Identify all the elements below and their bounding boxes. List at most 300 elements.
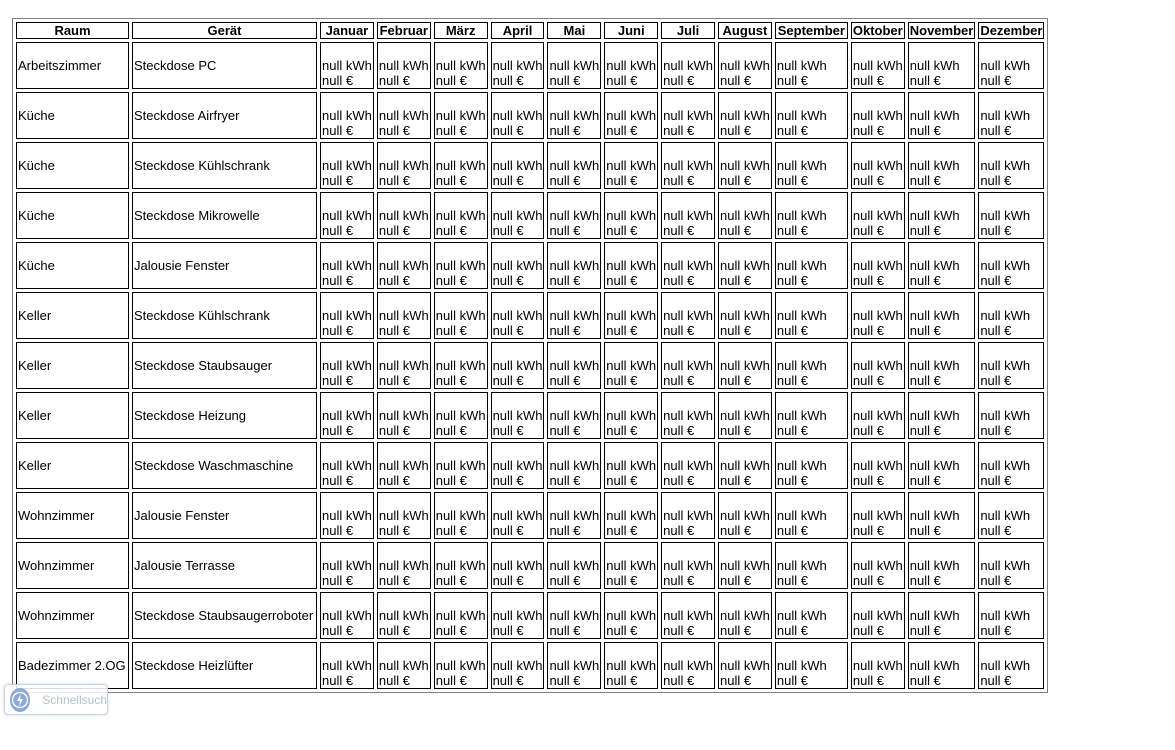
month-value-cell [718, 92, 772, 139]
energy-value: null kWh [852, 508, 903, 523]
energy-value: null kWh [663, 158, 714, 173]
cost-value: null € [663, 73, 695, 88]
energy-value: null kWh [980, 408, 1031, 423]
month-value-cell [491, 92, 545, 139]
device-cell: Steckdose Mikrowelle [132, 192, 317, 239]
device-cell: Steckdose Airfryer [132, 92, 317, 139]
energy-value: null kWh [492, 608, 543, 623]
energy-value: null kWh [852, 308, 903, 323]
energy-value: null kWh [980, 358, 1031, 373]
cost-value: null € [663, 223, 695, 238]
energy-value: null kWh [776, 108, 827, 123]
month-value-cell [775, 42, 848, 89]
cost-value: null € [663, 673, 695, 688]
month-value-cell [434, 192, 488, 239]
energy-value: null kWh [322, 258, 372, 273]
cost-value: null € [852, 623, 884, 638]
energy-value: null kWh [720, 408, 770, 423]
month-value-cell [775, 142, 848, 189]
energy-value: null kWh [378, 258, 429, 273]
month-value-cell [491, 542, 545, 589]
cost-value: null € [663, 123, 695, 138]
month-value-cell [908, 442, 976, 489]
energy-value: null kWh [492, 558, 543, 573]
energy-value: null kWh [909, 158, 960, 173]
month-value-cell [320, 592, 374, 639]
energy-value: null kWh [980, 308, 1031, 323]
column-header: August [718, 22, 772, 39]
cost-value: null € [378, 223, 410, 238]
month-value-cell [320, 492, 374, 539]
column-header: Februar [377, 22, 431, 39]
month-value-cell [661, 642, 715, 689]
cost-value: null € [378, 323, 410, 338]
month-value-cell [775, 92, 848, 139]
month-value-cell [434, 442, 488, 489]
cost-value: null € [549, 523, 581, 538]
month-value-cell [851, 542, 905, 589]
cost-value: null € [980, 173, 1012, 188]
cost-value: null € [663, 173, 695, 188]
energy-value: null kWh [492, 108, 543, 123]
energy-value: null kWh [378, 308, 429, 323]
month-value-cell [320, 92, 374, 139]
energy-value: null kWh [435, 158, 486, 173]
month-value-cell [320, 542, 374, 589]
cost-value: null € [378, 273, 410, 288]
month-value-cell [908, 42, 976, 89]
energy-value: null kWh [378, 158, 429, 173]
cost-value: null € [606, 323, 638, 338]
cost-value: null € [663, 323, 695, 338]
cost-value: null € [720, 323, 752, 338]
table-row [16, 92, 1044, 139]
cost-value: null € [776, 73, 808, 88]
cost-value: null € [606, 673, 638, 688]
energy-value: null kWh [663, 458, 714, 473]
energy-value: null kWh [852, 108, 903, 123]
energy-value: null kWh [378, 108, 429, 123]
cost-value: null € [852, 273, 884, 288]
energy-value: null kWh [909, 458, 960, 473]
cost-value: null € [435, 573, 467, 588]
energy-value: null kWh [909, 658, 960, 673]
cost-value: null € [492, 423, 524, 438]
cost-value: null € [492, 323, 524, 338]
month-value-cell [377, 392, 431, 439]
energy-value: null kWh [909, 508, 960, 523]
cost-value: null € [435, 673, 467, 688]
cost-value: null € [549, 173, 581, 188]
energy-value: null kWh [378, 208, 429, 223]
energy-value: null kWh [776, 358, 827, 373]
energy-value: null kWh [909, 58, 960, 73]
cost-value: null € [549, 73, 581, 88]
energy-value: null kWh [492, 358, 543, 373]
month-value-cell [604, 392, 658, 439]
cost-value: null € [378, 423, 410, 438]
energy-value: null kWh [322, 408, 372, 423]
month-value-cell [978, 242, 1044, 289]
month-value-cell [661, 492, 715, 539]
month-value-cell [718, 242, 772, 289]
table-row [16, 292, 1044, 339]
cost-value: null € [322, 423, 354, 438]
energy-value: null kWh [852, 258, 903, 273]
energy-value: null kWh [606, 408, 657, 423]
lightning-icon [10, 688, 30, 712]
table-row [16, 392, 1044, 439]
month-value-cell [718, 392, 772, 439]
energy-value: null kWh [322, 608, 372, 623]
month-value-cell [661, 242, 715, 289]
month-value-cell [547, 592, 601, 639]
energy-value: null kWh [852, 658, 903, 673]
month-value-cell [491, 42, 545, 89]
month-value-cell [661, 392, 715, 439]
month-value-cell [851, 592, 905, 639]
energy-value: null kWh [663, 358, 714, 373]
table-row [16, 492, 1044, 539]
energy-value: null kWh [980, 108, 1031, 123]
month-value-cell [661, 42, 715, 89]
month-value-cell [547, 192, 601, 239]
cost-value: null € [322, 273, 354, 288]
cost-value: null € [492, 223, 524, 238]
cost-value: null € [776, 273, 808, 288]
energy-value: null kWh [492, 508, 543, 523]
month-value-cell [851, 142, 905, 189]
cost-value: null € [909, 173, 941, 188]
month-value-cell [978, 392, 1044, 439]
cost-value: null € [720, 123, 752, 138]
energy-value: null kWh [909, 558, 960, 573]
energy-value: null kWh [322, 458, 372, 473]
month-value-cell [491, 392, 545, 439]
energy-value: null kWh [909, 208, 960, 223]
energy-value: null kWh [435, 558, 486, 573]
cost-value: null € [909, 473, 941, 488]
device-cell: Steckdose Staubsauger [132, 342, 317, 389]
cost-value: null € [435, 323, 467, 338]
energy-value: null kWh [663, 508, 714, 523]
cost-value: null € [909, 673, 941, 688]
energy-value: null kWh [492, 258, 543, 273]
energy-value: null kWh [549, 458, 600, 473]
energy-value: null kWh [549, 508, 600, 523]
month-value-cell [491, 242, 545, 289]
month-value-cell [377, 42, 431, 89]
room-cell: Arbeitszimmer [16, 42, 129, 89]
energy-value: null kWh [980, 208, 1031, 223]
cost-value: null € [720, 73, 752, 88]
month-value-cell [491, 292, 545, 339]
energy-value: null kWh [549, 108, 600, 123]
month-value-cell [491, 342, 545, 389]
cost-value: null € [776, 323, 808, 338]
cost-value: null € [980, 623, 1012, 638]
month-value-cell [491, 142, 545, 189]
month-value-cell [718, 592, 772, 639]
device-cell: Steckdose Kühlschrank [132, 142, 317, 189]
cost-value: null € [980, 273, 1012, 288]
energy-value: null kWh [909, 608, 960, 623]
cost-value: null € [909, 123, 941, 138]
energy-value: null kWh [776, 308, 827, 323]
energy-value: null kWh [606, 258, 657, 273]
cost-value: null € [435, 273, 467, 288]
energy-value: null kWh [663, 108, 714, 123]
month-value-cell [320, 192, 374, 239]
energy-value: null kWh [435, 308, 486, 323]
energy-value: null kWh [606, 158, 657, 173]
cost-value: null € [852, 73, 884, 88]
cost-value: null € [606, 573, 638, 588]
month-value-cell [775, 442, 848, 489]
month-value-cell [718, 442, 772, 489]
energy-value: null kWh [606, 558, 657, 573]
cost-value: null € [776, 173, 808, 188]
energy-value: null kWh [606, 58, 657, 73]
quicksearch-widget[interactable] [4, 684, 108, 715]
month-value-cell [604, 142, 658, 189]
cost-value: null € [720, 223, 752, 238]
cost-value: null € [720, 523, 752, 538]
energy-value: null kWh [663, 608, 714, 623]
cost-value: null € [909, 323, 941, 338]
month-value-cell [661, 142, 715, 189]
month-value-cell [718, 642, 772, 689]
cost-value: null € [378, 623, 410, 638]
cost-value: null € [980, 123, 1012, 138]
energy-value: null kWh [435, 608, 486, 623]
cost-value: null € [852, 523, 884, 538]
month-value-cell [908, 92, 976, 139]
table-row [16, 642, 1044, 689]
table-row [16, 592, 1044, 639]
cost-value: null € [663, 423, 695, 438]
energy-value: null kWh [720, 658, 770, 673]
month-value-cell [547, 142, 601, 189]
cost-value: null € [663, 623, 695, 638]
device-cell: Steckdose Heizung [132, 392, 317, 439]
column-header: März [434, 22, 488, 39]
energy-value: null kWh [663, 408, 714, 423]
cost-value: null € [776, 673, 808, 688]
cost-value: null € [776, 423, 808, 438]
energy-value: null kWh [322, 158, 372, 173]
month-value-cell [434, 292, 488, 339]
cost-value: null € [909, 623, 941, 638]
device-cell: Jalousie Fenster [132, 492, 317, 539]
cost-value: null € [606, 423, 638, 438]
cost-value: null € [549, 673, 581, 688]
month-value-cell [908, 142, 976, 189]
cost-value: null € [378, 573, 410, 588]
energy-value: null kWh [606, 358, 657, 373]
cost-value: null € [909, 523, 941, 538]
month-value-cell [377, 442, 431, 489]
cost-value: null € [322, 223, 354, 238]
energy-value: null kWh [492, 58, 543, 73]
device-cell: Steckdose Heizlüfter [132, 642, 317, 689]
month-value-cell [434, 642, 488, 689]
month-value-cell [491, 192, 545, 239]
month-value-cell [978, 192, 1044, 239]
energy-value: null kWh [776, 158, 827, 173]
cost-value: null € [322, 473, 354, 488]
energy-value: null kWh [663, 258, 714, 273]
cost-value: null € [852, 423, 884, 438]
energy-value: null kWh [663, 308, 714, 323]
table-row [16, 342, 1044, 389]
cost-value: null € [852, 223, 884, 238]
energy-value: null kWh [322, 208, 372, 223]
cost-value: null € [720, 673, 752, 688]
month-value-cell [851, 492, 905, 539]
month-value-cell [434, 142, 488, 189]
energy-value: null kWh [549, 608, 600, 623]
month-value-cell [661, 442, 715, 489]
energy-value: null kWh [549, 208, 600, 223]
month-value-cell [851, 442, 905, 489]
column-header: Juli [661, 22, 715, 39]
cost-value: null € [492, 373, 524, 388]
energy-value: null kWh [322, 508, 372, 523]
energy-value: null kWh [378, 508, 429, 523]
month-value-cell [851, 342, 905, 389]
month-value-cell [434, 542, 488, 589]
column-header: April [491, 22, 545, 39]
month-value-cell [547, 392, 601, 439]
cost-value: null € [322, 323, 354, 338]
energy-value: null kWh [435, 108, 486, 123]
column-header: Raum [16, 22, 129, 39]
cost-value: null € [435, 123, 467, 138]
room-cell: Küche [16, 142, 129, 189]
energy-value: null kWh [492, 408, 543, 423]
energy-value: null kWh [549, 658, 600, 673]
cost-value: null € [606, 473, 638, 488]
month-value-cell [661, 192, 715, 239]
month-value-cell [547, 442, 601, 489]
cost-value: null € [980, 223, 1012, 238]
energy-value: null kWh [378, 408, 429, 423]
cost-value: null € [776, 523, 808, 538]
energy-value: null kWh [980, 608, 1031, 623]
energy-value: null kWh [435, 358, 486, 373]
room-cell: Keller [16, 342, 129, 389]
energy-value: null kWh [980, 558, 1031, 573]
cost-value: null € [720, 373, 752, 388]
table-row [16, 142, 1044, 189]
month-value-cell [604, 642, 658, 689]
energy-value: null kWh [435, 258, 486, 273]
cost-value: null € [606, 123, 638, 138]
month-value-cell [320, 242, 374, 289]
energy-value: null kWh [492, 208, 543, 223]
room-cell: Wohnzimmer [16, 592, 129, 639]
column-header: Mai [547, 22, 601, 39]
cost-value: null € [378, 673, 410, 688]
energy-value: null kWh [720, 508, 770, 523]
cost-value: null € [606, 73, 638, 88]
room-cell: Küche [16, 242, 129, 289]
month-value-cell [775, 642, 848, 689]
month-value-cell [978, 292, 1044, 339]
cost-value: null € [549, 473, 581, 488]
energy-value: null kWh [492, 658, 543, 673]
cost-value: null € [720, 273, 752, 288]
room-cell: Küche [16, 192, 129, 239]
month-value-cell [604, 442, 658, 489]
month-value-cell [978, 642, 1044, 689]
month-value-cell [775, 292, 848, 339]
month-value-cell [718, 42, 772, 89]
energy-value: null kWh [776, 408, 827, 423]
energy-value: null kWh [435, 508, 486, 523]
cost-value: null € [549, 423, 581, 438]
month-value-cell [377, 92, 431, 139]
energy-value: null kWh [720, 558, 770, 573]
month-value-cell [377, 342, 431, 389]
month-value-cell [661, 342, 715, 389]
energy-value: null kWh [852, 408, 903, 423]
cost-value: null € [492, 273, 524, 288]
cost-value: null € [378, 473, 410, 488]
table-header-row [16, 22, 1044, 39]
cost-value: null € [378, 173, 410, 188]
cost-value: null € [852, 673, 884, 688]
energy-value: null kWh [852, 158, 903, 173]
energy-value: null kWh [663, 658, 714, 673]
column-header: Juni [604, 22, 658, 39]
cost-value: null € [322, 73, 354, 88]
energy-value: null kWh [776, 208, 827, 223]
month-value-cell [775, 192, 848, 239]
month-value-cell [978, 492, 1044, 539]
energy-value: null kWh [663, 558, 714, 573]
energy-value: null kWh [980, 258, 1031, 273]
energy-value: null kWh [606, 208, 657, 223]
month-value-cell [775, 492, 848, 539]
month-value-cell [908, 342, 976, 389]
month-value-cell [604, 342, 658, 389]
cost-value: null € [322, 673, 354, 688]
energy-value: null kWh [549, 558, 600, 573]
cost-value: null € [980, 323, 1012, 338]
energy-value: null kWh [549, 358, 600, 373]
month-value-cell [320, 292, 374, 339]
energy-value: null kWh [606, 608, 657, 623]
cost-value: null € [378, 73, 410, 88]
energy-value: null kWh [378, 658, 429, 673]
month-value-cell [491, 642, 545, 689]
cost-value: null € [378, 373, 410, 388]
energy-value: null kWh [322, 558, 372, 573]
energy-value: null kWh [720, 358, 770, 373]
month-value-cell [908, 592, 976, 639]
cost-value: null € [909, 423, 941, 438]
energy-value: null kWh [606, 458, 657, 473]
cost-value: null € [549, 623, 581, 638]
energy-value: null kWh [322, 108, 372, 123]
room-cell: Wohnzimmer [16, 492, 129, 539]
energy-value: null kWh [776, 258, 827, 273]
cost-value: null € [980, 73, 1012, 88]
month-value-cell [377, 242, 431, 289]
energy-value: null kWh [378, 58, 429, 73]
